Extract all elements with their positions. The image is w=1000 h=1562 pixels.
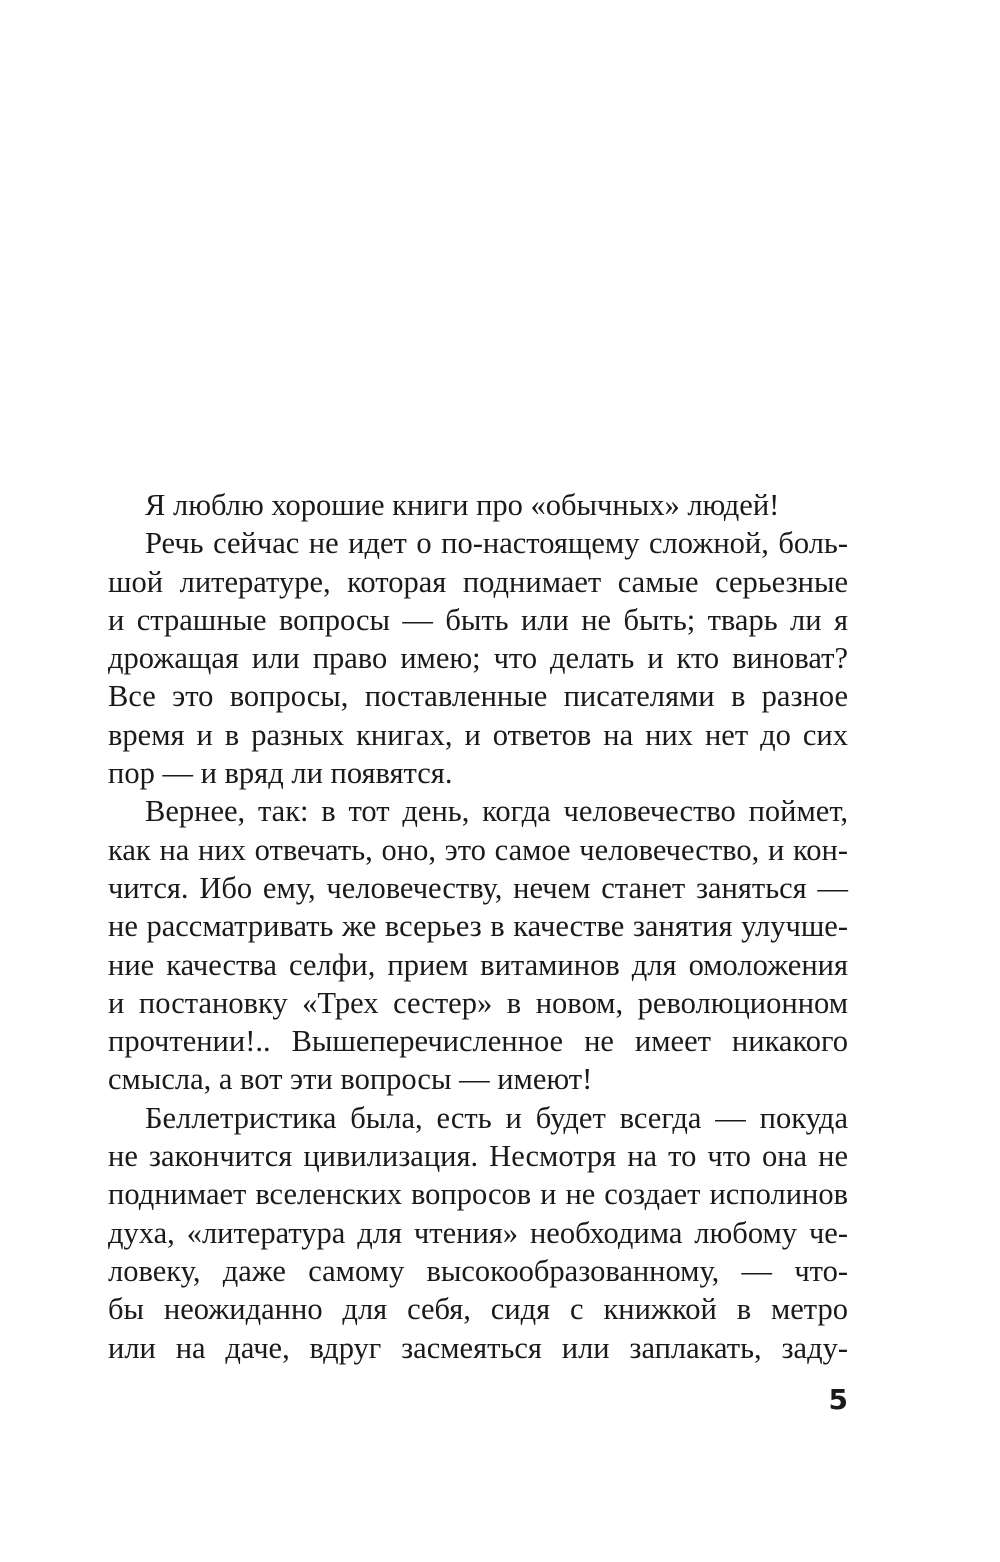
text-line: Вернее, так: в тот день, когда человечество поймет, xyxy=(145,794,848,829)
text-line: не закончится цивилизация. Несмотря на то что она не xyxy=(108,1139,848,1174)
text-line: бы неожиданно для себя, сидя с книжкой в метро xyxy=(108,1292,848,1327)
text-line: духа, «литература для чтения» необходима любому че- xyxy=(108,1215,848,1250)
text-line: пор — и вряд ли появятся. xyxy=(108,756,453,791)
text-line: смысла, а вот эти вопросы — имеют! xyxy=(108,1062,593,1097)
page-number: 5 xyxy=(828,1383,848,1416)
text-line: как на них отвечать, оно, это самое человечество, и кон- xyxy=(108,832,848,867)
body-text xyxy=(108,486,848,1367)
text-line: и страшные вопросы — быть или не быть; тварь ли я xyxy=(108,602,848,637)
text-line: Я люблю хорошие книги про «обычных» людей! xyxy=(145,488,780,522)
text-line: шой литературе, которая поднимает самые серьезные xyxy=(108,564,848,599)
text-line: Беллетристика была, есть и будет всегда — покуда xyxy=(145,1100,848,1135)
text-line: дрожащая или право имею; что делать и кто виноват? xyxy=(108,641,848,676)
text-line: поднимает вселенских вопросов и не создает исполинов xyxy=(108,1177,848,1212)
text-line: прочтении!.. Вышеперечисленное не имеет никакого xyxy=(108,1024,848,1059)
text-line: ловеку, даже самому высокообразованному, — что- xyxy=(108,1253,848,1288)
text-line: не рассматривать же всерьез в качестве занятия улучше- xyxy=(108,909,848,944)
text-line: Речь сейчас не идет о по-настоящему сложной, боль- xyxy=(145,526,848,561)
text-line: время и в разных книгах, и ответов на них нет до сих xyxy=(108,717,848,752)
text-line: чится. Ибо ему, человечеству, нечем станет заняться — xyxy=(108,870,848,905)
text-line: ние качества селфи, прием витаминов для омоложения xyxy=(108,947,848,982)
text-line: или на даче, вдруг засмеяться или заплакать, заду- xyxy=(108,1330,848,1365)
text-line: и постановку «Трех сестер» в новом, революционном xyxy=(108,985,848,1020)
text-line: Все это вопросы, поставленные писателями в разное xyxy=(108,679,848,714)
